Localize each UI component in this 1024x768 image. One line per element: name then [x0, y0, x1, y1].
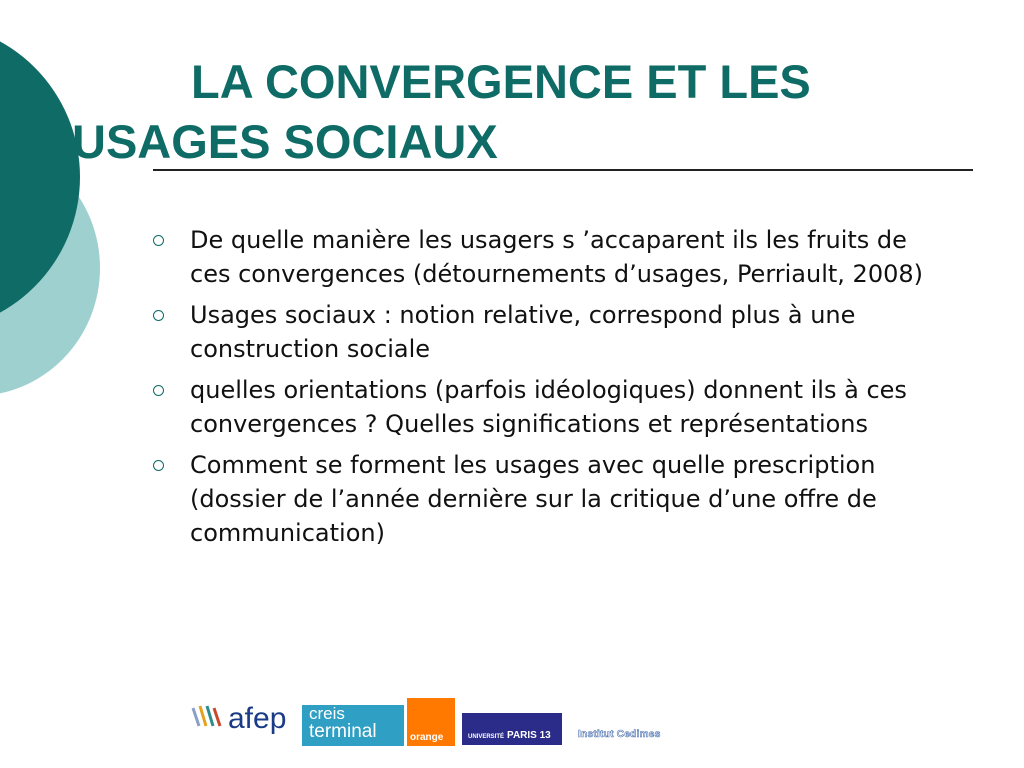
bullet-list	[152, 223, 932, 557]
slide-title-line-1: LA CONVERGENCE ET LES	[191, 55, 811, 108]
title-underline	[153, 169, 973, 171]
bullet-item	[152, 448, 932, 550]
bullet-circle-icon	[153, 385, 164, 396]
slide-title-line-2: USAGES SOCIAUX	[72, 115, 498, 168]
orange-logo-text: orange	[410, 732, 444, 743]
bullet-text: Usages sociaux : notion relative, correspond plus à une construction sociale	[190, 301, 856, 363]
afep-logo-text: afep	[228, 702, 287, 735]
bullet-text: Comment se forment les usages avec quelle prescription (dossier de l’année dernière sur la critique d’une offre de communication)	[190, 451, 877, 547]
paris13-university-text: UNIVERSITÉ	[468, 734, 505, 740]
paris13-name-text: PARIS 13	[507, 730, 551, 741]
cedimes-logo: Institut Cedimes	[578, 729, 661, 740]
bullet-text: quelles orientations (parfois idéologiques) donnent ils à ces convergences ? Quelles significations et représentations	[190, 376, 907, 438]
creis-terminal-logo	[302, 705, 404, 746]
bullet-item	[152, 298, 932, 366]
orange-logo	[407, 698, 455, 746]
afep-logo	[190, 700, 298, 740]
bullet-item	[152, 223, 932, 291]
bullet-text: De quelle manière les usagers s ’accaparent ils les fruits de ces convergences (détournements d’usages, Perriault, 2008)	[190, 226, 923, 288]
bullet-circle-icon	[153, 310, 164, 321]
afep-stripes-icon	[190, 704, 224, 730]
creis-logo-text: creis	[309, 705, 345, 723]
slide-title	[0, 52, 1000, 172]
bullet-circle-icon	[153, 235, 164, 246]
terminal-logo-text: terminal	[309, 721, 377, 742]
paris13-logo	[462, 713, 562, 745]
bullet-circle-icon	[153, 460, 164, 471]
bullet-item	[152, 373, 932, 441]
